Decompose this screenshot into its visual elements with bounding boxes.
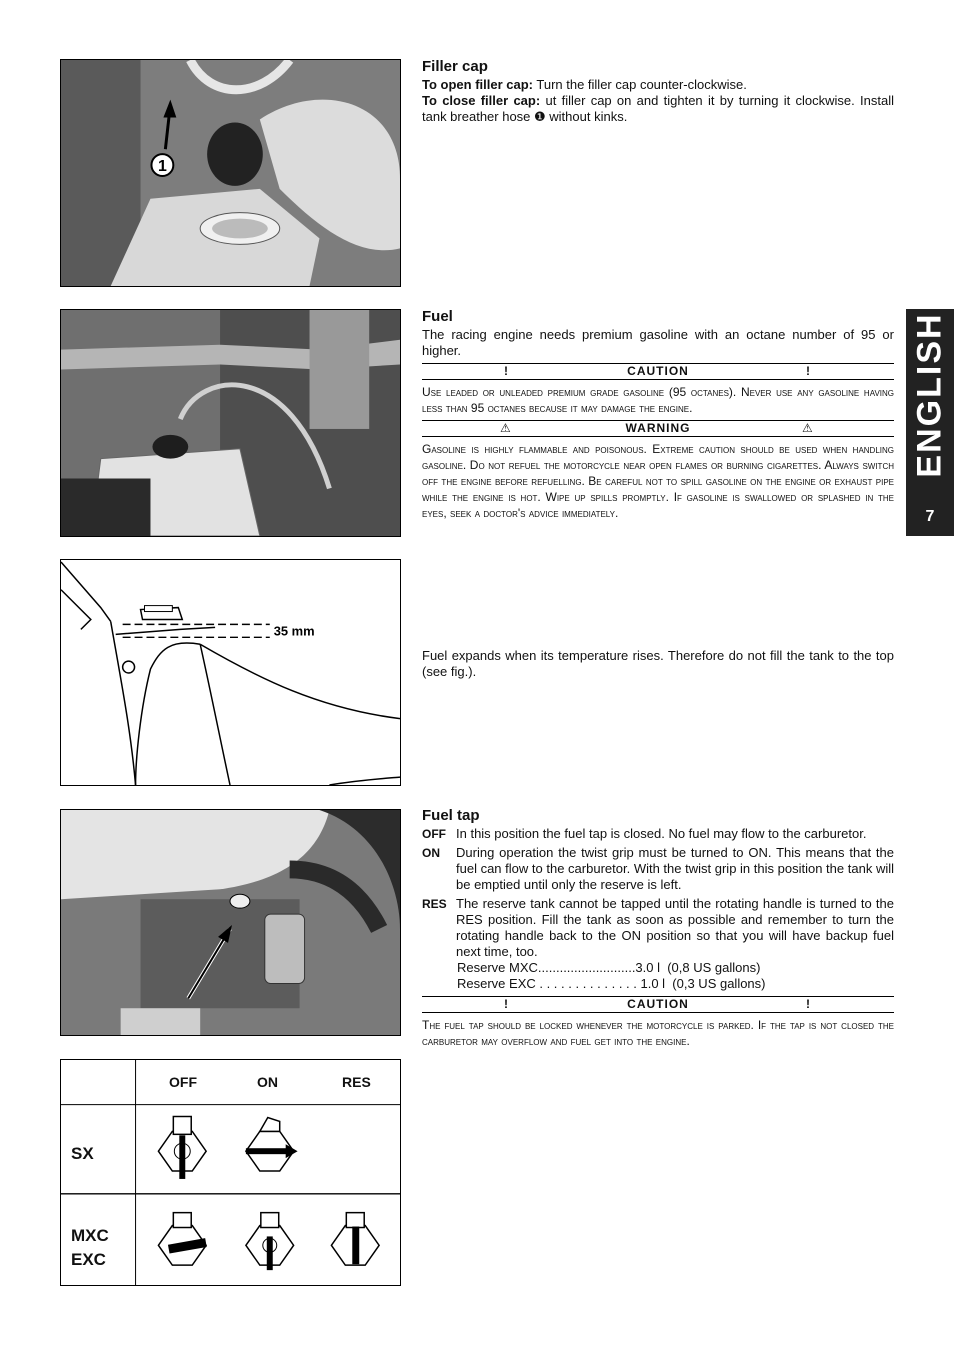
filler-cap-photo (60, 59, 401, 287)
caution-mark-left: ! (504, 364, 509, 378)
fuel-warning-banner (422, 420, 894, 437)
fuel-tap-section (422, 808, 894, 1049)
open-filler-cap-text: Turn the filler cap counter-clockwise. (533, 77, 747, 92)
filler-cap-title: Filler cap (422, 58, 488, 75)
fuel-expansion-text: Fuel expands when its temperature rises. Therefore do not fill the tank to the top (see fig.). (422, 648, 894, 679)
fuel-tap-item-off (422, 826, 894, 842)
tap-header-off: OFF (169, 1074, 197, 1090)
warning-label: WARNING (625, 421, 691, 435)
tap-mxc-off-icon (158, 1213, 206, 1266)
fuel-level-drawing (60, 559, 401, 786)
caution-label: CAUTION (627, 997, 689, 1011)
fuel-section (422, 309, 894, 521)
fuel-tap-key: OFF (422, 827, 446, 841)
tap-position-table (60, 1059, 401, 1286)
caution-mark-right: ! (806, 364, 811, 378)
tap-row-exc: EXC (71, 1250, 106, 1269)
fuel-caution-banner (422, 363, 894, 380)
fuel-tap-photo (60, 809, 401, 1036)
fuel-title: Fuel (422, 308, 453, 325)
fuel-caution-text: Use leaded or unleaded premium grade gasoline (95 octanes). Never use any gasoline having less than 95 octanes because it may damage the engine. (422, 385, 895, 415)
filler-cap-section (422, 59, 894, 125)
fuel-intro: The racing engine needs premium gasoline with an octane number of 95 or higher. (422, 327, 894, 358)
tap-row-sx: SX (71, 1144, 94, 1163)
fuel-tap-caution-text: The fuel tap should be locked whenever the motorcycle is parked. If the tap is not closed the carburetor may overflow and fuel get into the engine. (422, 1018, 895, 1048)
caution-mark-right: ! (806, 997, 811, 1011)
fuel-level-dimension: 35 mm (273, 623, 315, 639)
fuel-tap-desc: During operation the twist grip must be turned to ON. This means that the fuel can flow to the carburetor. With the twist grip in this position the tank will be emptied until only the reserve is left. (456, 845, 894, 892)
fuel-tap-desc: In this position the fuel tap is closed. No fuel may flow to the carburetor. (456, 826, 867, 841)
fuel-tap-item-on (422, 845, 894, 893)
fuel-tap-item-res (422, 896, 894, 960)
reserve-mxc: Reserve MXC...........................3.0 l (0,8 US gallons) (457, 960, 761, 975)
fuel-tap-key: ON (422, 846, 440, 860)
open-filler-cap-label: To open filler cap: (422, 77, 533, 92)
tap-sx-on-icon (246, 1117, 298, 1171)
tap-mxc-res-icon (331, 1213, 379, 1266)
caution-label: CAUTION (627, 364, 689, 378)
tap-header-on: ON (257, 1074, 278, 1090)
tap-row-mxc: MXC (71, 1226, 109, 1245)
tap-sx-off-icon (158, 1116, 206, 1178)
language-tab (906, 309, 954, 536)
warning-icon-right: ⚠ (802, 421, 814, 435)
fuel-level-section (422, 648, 894, 680)
fuel-tap-key: RES (422, 897, 447, 911)
fuel-tank-photo (60, 309, 401, 537)
fuel-tap-caution-banner (422, 996, 894, 1013)
page-number: 7 (925, 508, 935, 525)
callout-1: 1 (157, 158, 167, 176)
tap-mxc-on-icon (246, 1213, 294, 1270)
warning-icon-left: ⚠ (500, 421, 512, 435)
reserve-exc: Reserve EXC . . . . . . . . . . . . . . 1.0 l (0,3 US gallons) (457, 976, 766, 991)
tap-header-res: RES (342, 1074, 371, 1090)
fuel-tap-title: Fuel tap (422, 807, 480, 824)
close-filler-cap-label: To close filler cap: (422, 93, 541, 108)
fuel-tap-desc: The reserve tank cannot be tapped until the rotating handle is turned to the RES position. Fill the tank as soon as possible and remember to turn the rotating handle back to the ON position so that you will have backup fuel next time, too. (456, 896, 894, 959)
fuel-warning-text: Gasoline is highly flammable and poisonous. Extreme caution should be used when handling gasoline. Do not refuel the motorcycle near open flames or burning cigarettes. Always switch off the engine before refuelling. Be careful not to spill gasoline on the engine or exhaust pipe while the engine is hot. Wipe up spills promptly. If gasoline is swallowed or splashed in the eyes, seek a doctor's advice immediately. (422, 442, 894, 520)
caution-mark-left: ! (504, 997, 509, 1011)
language-tab-label: ENGLISH (910, 312, 949, 478)
close-filler-cap-text: ut filler cap on and tighten it by turning it clockwise. Install tank breather hose ❶ without kinks. (422, 93, 894, 124)
